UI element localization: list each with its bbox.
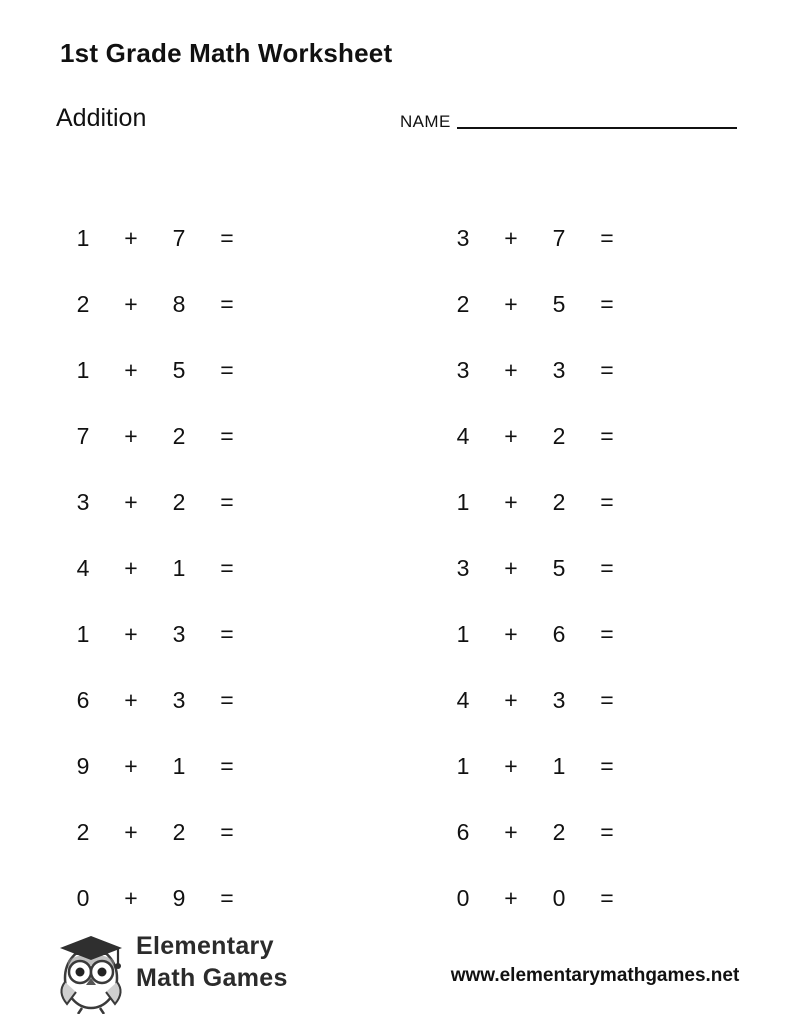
problem-equals-sign: = (220, 620, 234, 647)
problem-operand-second: 2 (172, 488, 186, 515)
problem-row (60, 733, 360, 799)
problem-row (440, 337, 740, 403)
problem-operand-second: 2 (552, 422, 566, 449)
problem-equals-sign: = (600, 752, 614, 779)
problem-operator: + (124, 554, 138, 581)
problem-equals-sign: = (600, 422, 614, 449)
problem-operand-second: 0 (552, 884, 566, 911)
problem-equals-sign: = (600, 224, 614, 251)
problem-operand-second: 2 (552, 818, 566, 845)
problem-operand-second: 3 (172, 620, 186, 647)
problem-equals-sign: = (220, 752, 234, 779)
name-field-block (400, 112, 737, 132)
problem-operator: + (124, 488, 138, 515)
problem-operator: + (504, 356, 518, 383)
logo (46, 922, 336, 1017)
worksheet-subtitle: Addition (56, 104, 147, 132)
problem-operand-second: 3 (172, 686, 186, 713)
problem-operator: + (504, 752, 518, 779)
problem-equals-sign: = (220, 554, 234, 581)
problem-equals-sign: = (600, 818, 614, 845)
problem-operator: + (504, 422, 518, 449)
problem-operator: + (504, 488, 518, 515)
problem-equals-sign: = (600, 554, 614, 581)
problem-equals-sign: = (600, 686, 614, 713)
problem-operand-first: 1 (76, 620, 90, 647)
owl-graduate-icon (48, 926, 134, 1014)
problem-row (60, 271, 360, 337)
problem-row (60, 403, 360, 469)
problem-operand-first: 1 (76, 356, 90, 383)
problem-row (440, 535, 740, 601)
problem-operand-second: 8 (172, 290, 186, 317)
problem-operand-second: 1 (552, 752, 566, 779)
problem-row (440, 865, 740, 931)
problem-operand-first: 9 (76, 752, 90, 779)
problem-equals-sign: = (220, 686, 234, 713)
problem-operator: + (124, 356, 138, 383)
problem-operator: + (124, 620, 138, 647)
problem-operand-first: 0 (456, 884, 470, 911)
problem-operand-second: 5 (172, 356, 186, 383)
problem-operand-second: 9 (172, 884, 186, 911)
problem-row (60, 601, 360, 667)
problem-operand-second: 7 (172, 224, 186, 251)
problem-operand-second: 3 (552, 686, 566, 713)
problem-row (440, 271, 740, 337)
problem-operator: + (504, 224, 518, 251)
problem-equals-sign: = (600, 290, 614, 317)
problem-row (440, 733, 740, 799)
problem-operand-second: 5 (552, 554, 566, 581)
name-input-line[interactable] (457, 127, 737, 129)
problem-operator: + (504, 884, 518, 911)
problem-row (440, 799, 740, 865)
problem-operand-second: 5 (552, 290, 566, 317)
problem-operand-second: 3 (552, 356, 566, 383)
problem-row (60, 667, 360, 733)
problem-equals-sign: = (220, 290, 234, 317)
problem-operator: + (124, 224, 138, 251)
problem-operator: + (124, 818, 138, 845)
problem-row (440, 601, 740, 667)
footer-website: www.elementarymathgames.net (450, 965, 740, 986)
problem-equals-sign: = (220, 818, 234, 845)
problem-operator: + (124, 422, 138, 449)
problem-operand-first: 3 (456, 554, 470, 581)
problem-operand-first: 3 (456, 356, 470, 383)
problem-operand-first: 1 (456, 620, 470, 647)
problem-operand-second: 6 (552, 620, 566, 647)
problem-operand-first: 4 (456, 422, 470, 449)
problem-operand-second: 1 (172, 752, 186, 779)
problems-column-left (60, 205, 360, 931)
problem-operator: + (504, 620, 518, 647)
problem-operand-first: 0 (76, 884, 90, 911)
problem-row (60, 799, 360, 865)
problem-operand-first: 3 (76, 488, 90, 515)
problem-row (60, 469, 360, 535)
problem-operand-first: 6 (456, 818, 470, 845)
problem-row (60, 337, 360, 403)
problem-operator: + (504, 554, 518, 581)
problem-equals-sign: = (600, 620, 614, 647)
problem-operator: + (124, 686, 138, 713)
problem-equals-sign: = (600, 356, 614, 383)
name-label: NAME (400, 112, 451, 131)
problem-operand-first: 2 (76, 290, 90, 317)
problem-operand-second: 1 (172, 554, 186, 581)
problem-row (60, 535, 360, 601)
problem-equals-sign: = (220, 356, 234, 383)
problem-operand-second: 2 (172, 422, 186, 449)
problem-operand-first: 1 (76, 224, 90, 251)
problem-operator: + (124, 752, 138, 779)
problem-row (60, 205, 360, 271)
problem-operator: + (124, 290, 138, 317)
problem-operand-second: 2 (172, 818, 186, 845)
logo-text (136, 930, 288, 994)
problem-equals-sign: = (600, 884, 614, 911)
problem-operator: + (124, 884, 138, 911)
problem-operand-first: 3 (456, 224, 470, 251)
problem-equals-sign: = (220, 884, 234, 911)
problem-operator: + (504, 290, 518, 317)
page-title: 1st Grade Math Worksheet (60, 38, 393, 68)
problem-operand-first: 4 (456, 686, 470, 713)
problem-operand-first: 2 (76, 818, 90, 845)
problem-operand-first: 7 (76, 422, 90, 449)
problem-row (440, 667, 740, 733)
problem-operand-first: 6 (76, 686, 90, 713)
problem-operand-second: 7 (552, 224, 566, 251)
logo-line-1: Elementary (136, 932, 274, 960)
problem-row (440, 205, 740, 271)
problem-operand-first: 4 (76, 554, 90, 581)
problem-equals-sign: = (220, 224, 234, 251)
problem-operand-first: 2 (456, 290, 470, 317)
problem-row (440, 403, 740, 469)
problem-operand-first: 1 (456, 488, 470, 515)
problem-operand-second: 2 (552, 488, 566, 515)
problem-operand-first: 1 (456, 752, 470, 779)
problem-operator: + (504, 686, 518, 713)
logo-line-2: Math Games (136, 964, 288, 992)
problems-column-right (440, 205, 740, 931)
problem-row (440, 469, 740, 535)
problem-operator: + (504, 818, 518, 845)
problem-equals-sign: = (220, 422, 234, 449)
problem-equals-sign: = (600, 488, 614, 515)
problem-equals-sign: = (220, 488, 234, 515)
